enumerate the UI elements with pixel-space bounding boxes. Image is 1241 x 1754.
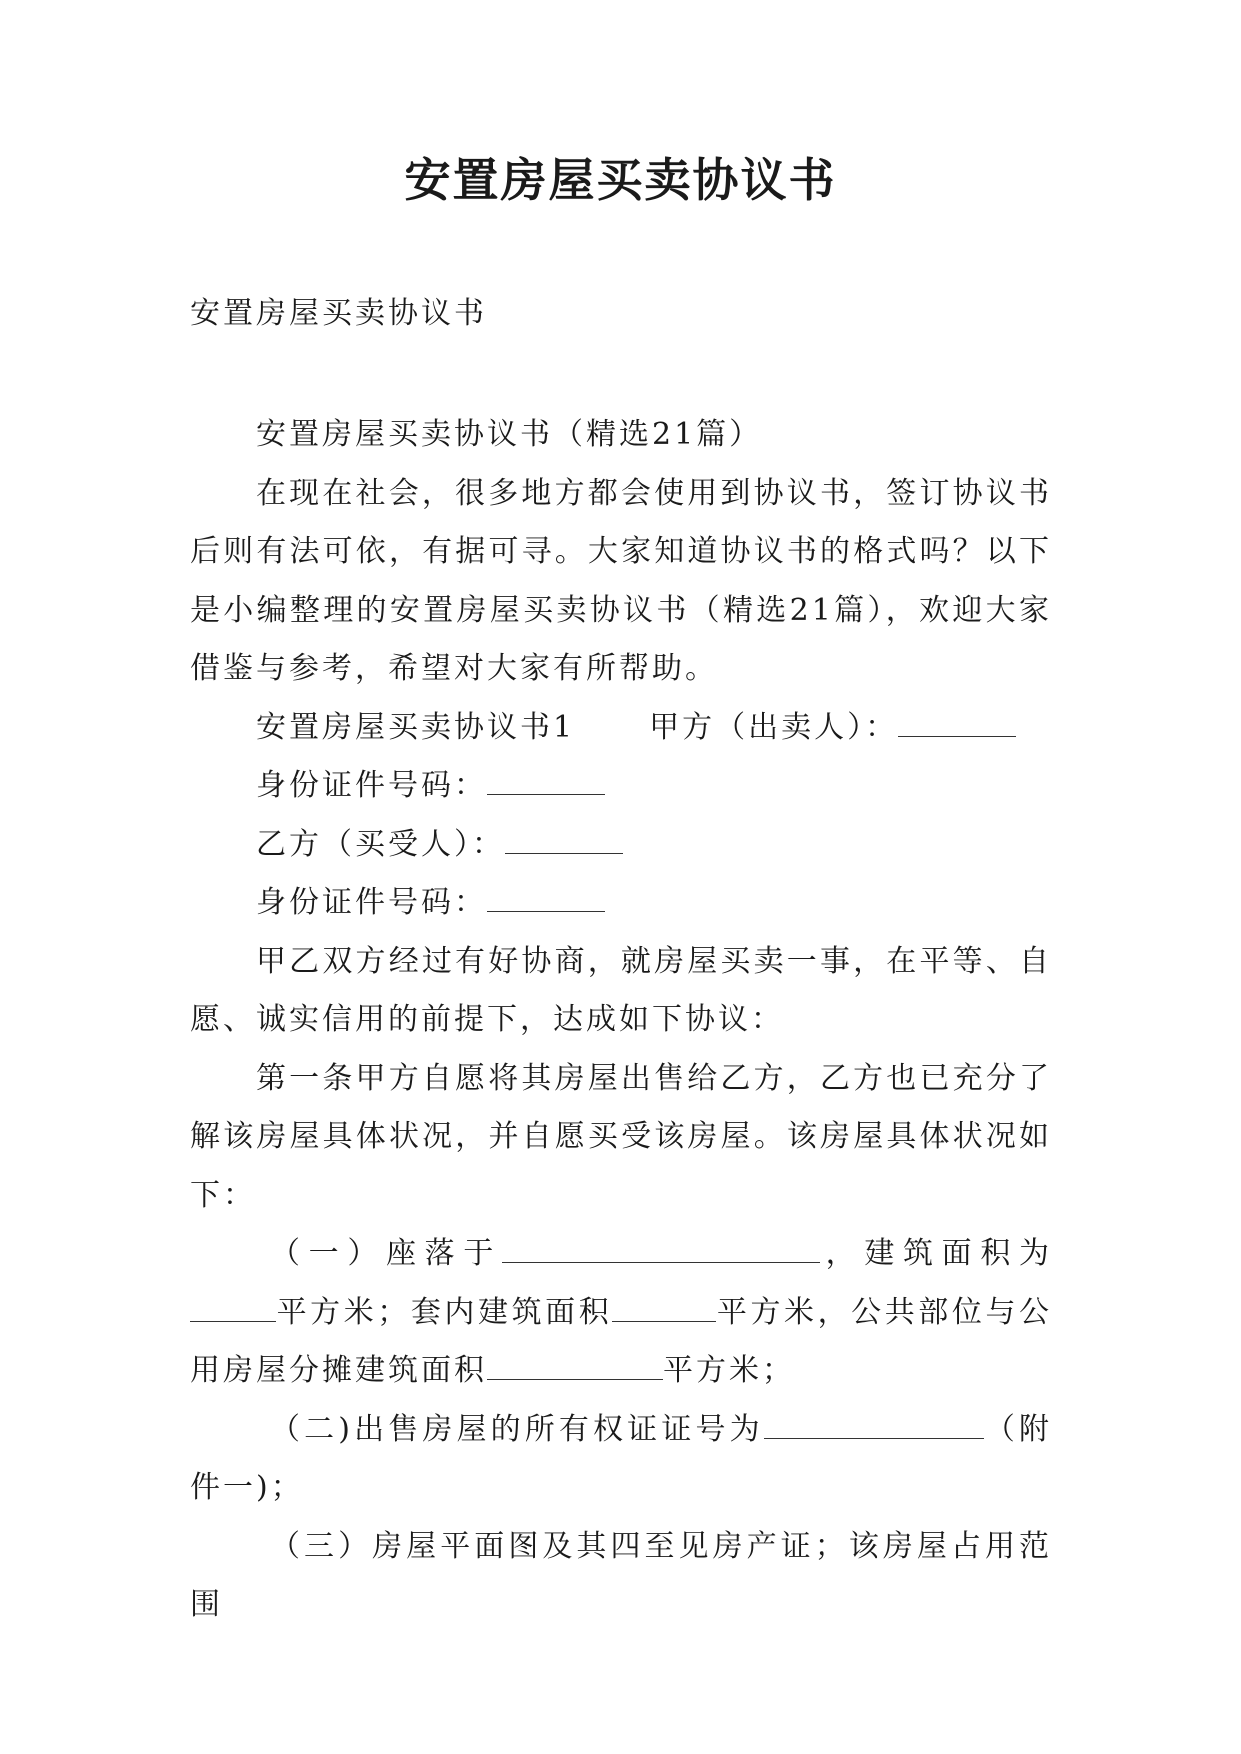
paragraph-party-a-id <box>190 757 1052 816</box>
clause-one-shared-area-label: 平方米，公共部位与公用房屋分摊建筑面积 <box>190 1294 1053 1388</box>
paragraph-clause-two <box>190 1401 1052 1518</box>
party-a-id-label: 身份证件号码： <box>256 768 487 803</box>
paragraph-clause-one <box>190 1225 1052 1401</box>
building-area-blank <box>190 1293 276 1322</box>
paragraph-party-b <box>190 816 1052 875</box>
party-b-label: 乙方（买受人）： <box>256 826 505 862</box>
party-a-id-blank <box>487 766 605 795</box>
clause-one-area-label: ，建筑面积为 <box>820 1236 1052 1271</box>
location-blank <box>502 1234 820 1263</box>
shared-area-blank <box>487 1351 663 1380</box>
paragraph-clause-three: （三）房屋平面图及其四至见房产证；该房屋占用范围 <box>190 1528 1052 1622</box>
party-a-label: 甲方（出卖人）： <box>649 709 899 745</box>
clause-two-attachment: （附件一)； <box>190 1411 1052 1505</box>
clause-one-inner-area-label: 平方米；套内建筑面积 <box>276 1294 613 1330</box>
certificate-number-blank <box>764 1410 984 1439</box>
clause-one-location-label: （一）座落于 <box>270 1236 502 1271</box>
party-b-id-label: 身份证件号码： <box>256 885 487 920</box>
document-body <box>190 406 1052 1635</box>
agreement-number: 安置房屋买卖协议书1 <box>256 709 576 745</box>
party-a-blank <box>898 708 1016 737</box>
paragraph-intro-title: 安置房屋买卖协议书（精选21篇） <box>256 417 763 452</box>
party-b-id-blank <box>487 883 605 912</box>
clause-one-unit: 平方米； <box>663 1353 795 1388</box>
paragraph-negotiation: 甲乙双方经过有好协商，就房屋买卖一事，在平等、自愿、诚实信用的前提下，达成如下协议： <box>190 943 1052 1037</box>
inner-area-blank <box>612 1293 716 1322</box>
party-b-blank <box>505 825 623 854</box>
paragraph-agreement-header <box>190 699 1052 758</box>
document-subtitle: 安置房屋买卖协议书 <box>190 296 487 331</box>
page-title: 安置房屋买卖协议书 <box>404 153 837 207</box>
clause-two-label: （二)出售房屋的所有权证证号为 <box>270 1411 764 1447</box>
paragraph-party-b-id <box>190 874 1052 933</box>
paragraph-intro: 在现在社会，很多地方都会使用到协议书，签订协议书后则有法可依，有据可寻。大家知道协议书的格式吗？以下是小编整理的安置房屋买卖协议书（精选21篇），欢迎大家借鉴与参考，希望对大家有所帮助。 <box>190 475 1052 686</box>
paragraph-article-one: 第一条甲方自愿将其房屋出售给乙方，乙方也已充分了解该房屋具体状况，并自愿买受该房屋。该房屋具体状况如下： <box>190 1060 1052 1213</box>
